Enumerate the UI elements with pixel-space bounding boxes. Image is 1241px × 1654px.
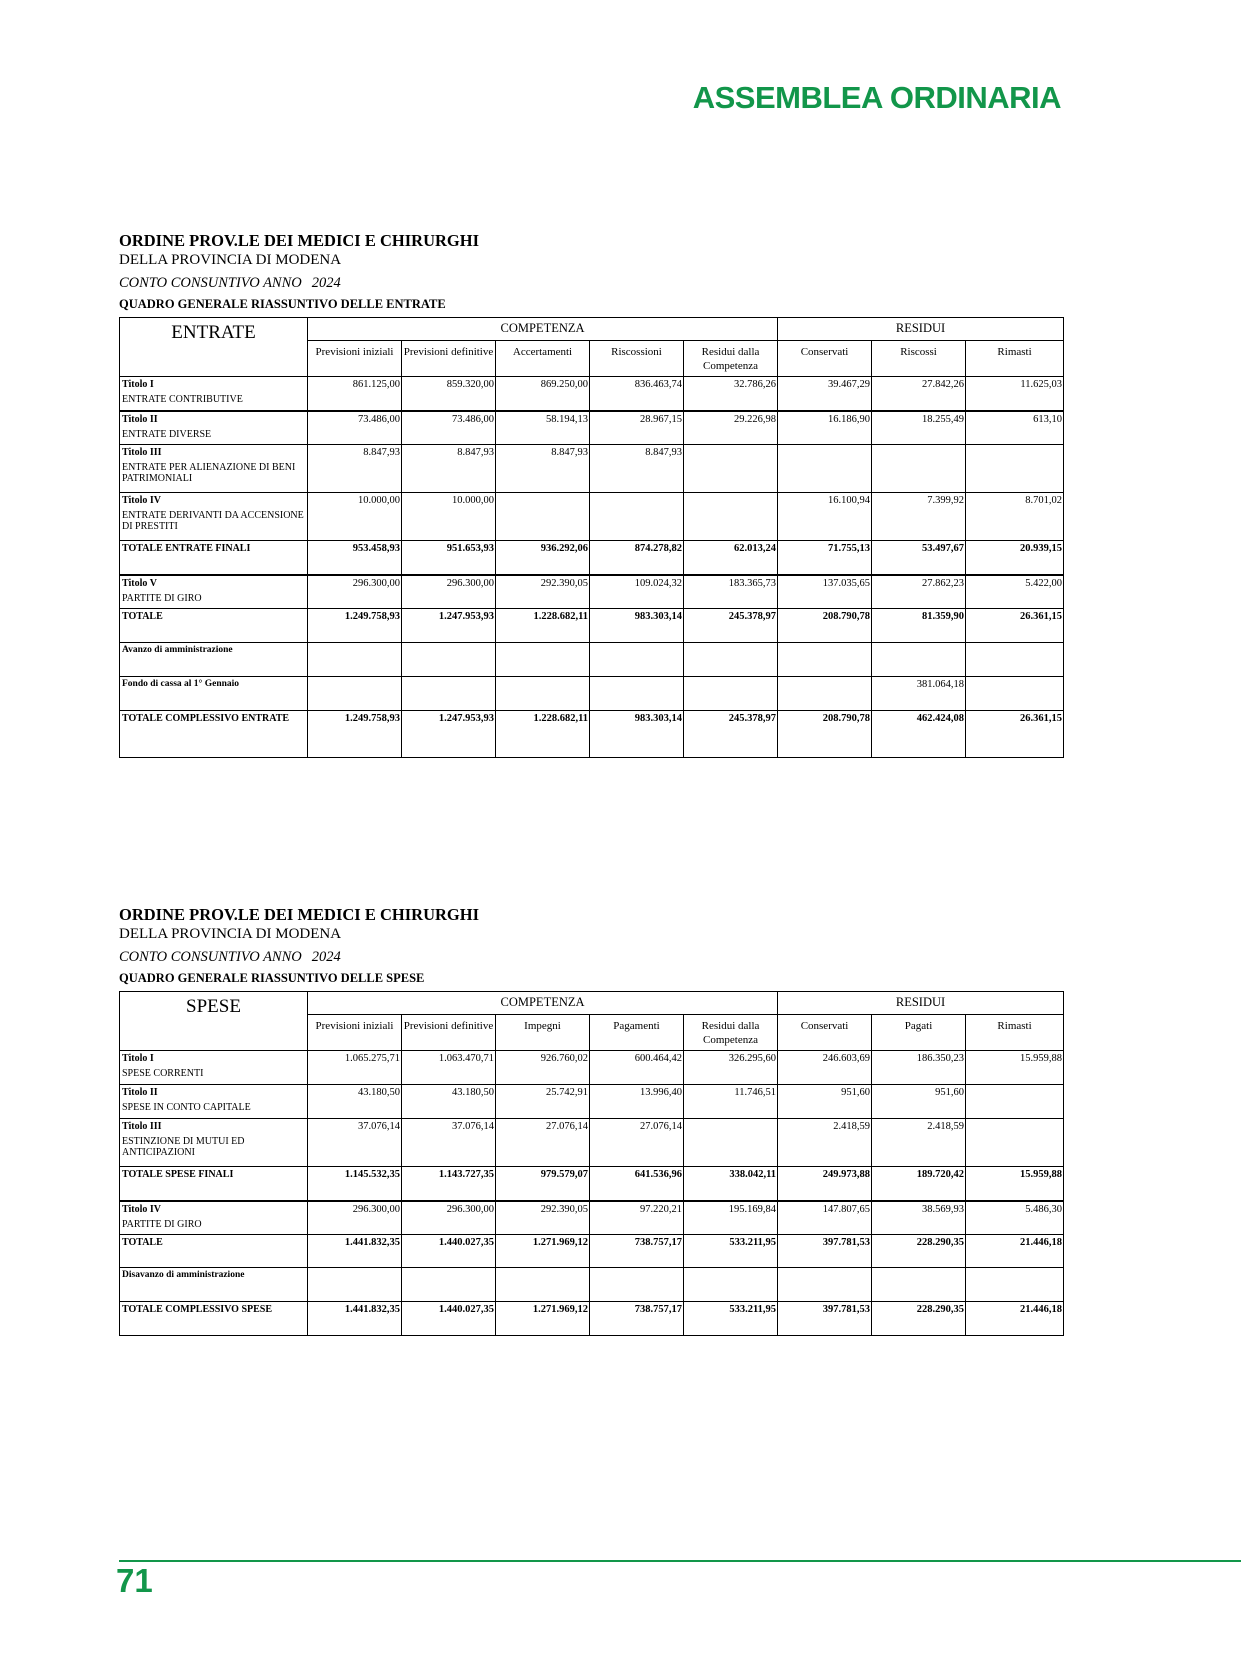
table-cell — [966, 1085, 1064, 1119]
table-cell: 1.065.275,71 — [308, 1051, 402, 1085]
table-cell: 613,10 — [966, 411, 1064, 445]
table-cell: 1.271.969,12 — [496, 1235, 590, 1268]
col-header: Riscossioni — [590, 341, 684, 377]
table-cell — [778, 1268, 872, 1302]
table-cell: 1.249.758,93 — [308, 711, 402, 758]
table-cell: 28.967,15 — [590, 411, 684, 445]
table-cell: 296.300,00 — [308, 575, 402, 609]
table-cell: 81.359,90 — [872, 609, 966, 643]
table-cell — [590, 677, 684, 711]
row-label: TOTALE COMPLESSIVO ENTRATE — [120, 711, 308, 758]
competenza-header: COMPETENZA — [308, 318, 778, 341]
table-cell: 338.042,11 — [684, 1167, 778, 1201]
province-name: DELLA PROVINCIA DI MODENA — [119, 926, 342, 942]
table-cell — [496, 493, 590, 541]
table-cell: 11.625,03 — [966, 377, 1064, 411]
table-cell: 58.194,13 — [496, 411, 590, 445]
footer-divider — [119, 1560, 1241, 1562]
table-cell: 62.013,24 — [684, 541, 778, 575]
table-row — [120, 643, 1064, 677]
table-row — [120, 1119, 1064, 1167]
table-cell — [684, 643, 778, 677]
row-description: SPESE CORRENTI — [122, 1068, 204, 1079]
table-row — [120, 1051, 1064, 1085]
table-cell — [684, 1268, 778, 1302]
table-cell: 1.440.027,35 — [402, 1302, 496, 1336]
table-cell — [308, 677, 402, 711]
row-title: Titolo V — [122, 577, 157, 589]
row-label — [120, 1085, 308, 1119]
table-row — [120, 609, 1064, 643]
table-cell — [308, 643, 402, 677]
table-row — [120, 1235, 1064, 1268]
row-label — [120, 575, 308, 609]
table-cell: 292.390,05 — [496, 1201, 590, 1235]
row-description: SPESE IN CONTO CAPITALE — [122, 1102, 251, 1113]
table-row — [120, 575, 1064, 609]
table-cell: 533.211,95 — [684, 1235, 778, 1268]
table-cell — [778, 643, 872, 677]
row-label: Fondo di cassa al 1° Gennaio — [120, 677, 308, 711]
entrate-section — [119, 231, 1063, 758]
table-cell: 137.035,65 — [778, 575, 872, 609]
table-cell: 462.424,08 — [872, 711, 966, 758]
table-cell — [402, 677, 496, 711]
table-cell: 1.145.532,35 — [308, 1167, 402, 1201]
table-cell: 296.300,00 — [402, 575, 496, 609]
table-cell: 39.467,29 — [778, 377, 872, 411]
table-cell — [496, 643, 590, 677]
table-cell: 397.781,53 — [778, 1302, 872, 1336]
row-label — [120, 411, 308, 445]
table-cell: 18.255,49 — [872, 411, 966, 445]
table-cell: 97.220,21 — [590, 1201, 684, 1235]
table-cell: 15.959,88 — [966, 1167, 1064, 1201]
table-cell: 1.228.682,11 — [496, 609, 590, 643]
col-header: Conservati — [778, 341, 872, 377]
table-cell: 228.290,35 — [872, 1235, 966, 1268]
table-cell: 109.024,32 — [590, 575, 684, 609]
table-cell — [778, 677, 872, 711]
table-cell: 983.303,14 — [590, 711, 684, 758]
table-cell: 147.807,65 — [778, 1201, 872, 1235]
table-cell — [590, 493, 684, 541]
table-cell: 936.292,06 — [496, 541, 590, 575]
table-cell: 8.847,93 — [496, 445, 590, 493]
residui-header: RESIDUI — [778, 318, 1064, 341]
table-cell: 738.757,17 — [590, 1302, 684, 1336]
row-title: Titolo I — [122, 379, 154, 390]
row-label: TOTALE — [120, 1235, 308, 1268]
table-cell: 43.180,50 — [402, 1085, 496, 1119]
table-cell: 38.569,93 — [872, 1201, 966, 1235]
table-cell — [684, 445, 778, 493]
page-header-title: ASSEMBLEA ORDINARIA — [692, 80, 1061, 115]
entrate-table-body — [120, 377, 1064, 758]
table-cell — [496, 677, 590, 711]
row-label: TOTALE SPESE FINALI — [120, 1167, 308, 1201]
table-cell: 10.000,00 — [402, 493, 496, 541]
table-cell — [966, 1268, 1064, 1302]
table-cell: 1.063.470,71 — [402, 1051, 496, 1085]
row-label — [120, 445, 308, 493]
table-cell: 1.441.832,35 — [308, 1302, 402, 1336]
table-cell: 8.847,93 — [590, 445, 684, 493]
table-cell: 26.361,15 — [966, 609, 1064, 643]
table-cell: 27.076,14 — [590, 1119, 684, 1167]
row-description: PARTITE DI GIRO — [122, 592, 202, 604]
table-cell: 25.742,91 — [496, 1085, 590, 1119]
col-header: Riscossi — [872, 341, 966, 377]
table-cell: 7.399,92 — [872, 493, 966, 541]
row-label: TOTALE — [120, 609, 308, 643]
row-label — [120, 1051, 308, 1085]
table-cell — [684, 493, 778, 541]
row-label: TOTALE COMPLESSIVO SPESE — [120, 1302, 308, 1336]
table-cell: 1.228.682,11 — [496, 711, 590, 758]
row-description: ENTRATE DERIVANTI DA ACCENSIONE DI PRESTITI — [122, 510, 304, 532]
col-header: Impegni — [496, 1015, 590, 1051]
table-cell: 8.847,93 — [308, 445, 402, 493]
spese-table — [119, 991, 1064, 1336]
table-cell: 8.847,93 — [402, 445, 496, 493]
table-cell: 20.939,15 — [966, 541, 1064, 575]
table-cell: 1.441.832,35 — [308, 1235, 402, 1268]
table-cell: 29.226,98 — [684, 411, 778, 445]
table-cell: 5.422,00 — [966, 575, 1064, 609]
table-cell: 73.486,00 — [308, 411, 402, 445]
row-label — [120, 493, 308, 541]
table-cell: 1.247.953,93 — [402, 609, 496, 643]
table-cell: 32.786,26 — [684, 377, 778, 411]
table-cell — [966, 677, 1064, 711]
table-cell: 953.458,93 — [308, 541, 402, 575]
conto-title — [119, 946, 1063, 968]
conto-label: CONTO CONSUNTIVO ANNO — [119, 949, 302, 965]
quadro-title: QUADRO GENERALE RIASSUNTIVO DELLE ENTRATE — [119, 297, 446, 311]
table-cell: 15.959,88 — [966, 1051, 1064, 1085]
col-header: Pagati — [872, 1015, 966, 1051]
table-cell: 2.418,59 — [872, 1119, 966, 1167]
table-cell: 738.757,17 — [590, 1235, 684, 1268]
table-cell: 1.249.758,93 — [308, 609, 402, 643]
table-cell: 208.790,78 — [778, 609, 872, 643]
table-cell: 208.790,78 — [778, 711, 872, 758]
table-cell: 861.125,00 — [308, 377, 402, 411]
table-cell: 37.076,14 — [402, 1119, 496, 1167]
table-cell: 26.361,15 — [966, 711, 1064, 758]
table-cell: 2.418,59 — [778, 1119, 872, 1167]
table-cell: 292.390,05 — [496, 575, 590, 609]
table-cell: 16.100,94 — [778, 493, 872, 541]
table-row — [120, 1302, 1064, 1336]
province-name: DELLA PROVINCIA DI MODENA — [119, 252, 342, 268]
col-header: Rimasti — [966, 1015, 1064, 1051]
row-title: Titolo IV — [122, 495, 161, 506]
table-cell: 979.579,07 — [496, 1167, 590, 1201]
table-cell: 1.247.953,93 — [402, 711, 496, 758]
row-label — [120, 1119, 308, 1167]
table-cell: 600.464,42 — [590, 1051, 684, 1085]
org-name: ORDINE PROV.LE DEI MEDICI E CHIRURGHI — [119, 231, 479, 250]
spese-table-body — [120, 1051, 1064, 1336]
table-cell — [496, 1268, 590, 1302]
conto-label: CONTO CONSUNTIVO ANNO — [119, 275, 302, 291]
table-cell — [590, 643, 684, 677]
table-cell — [872, 1268, 966, 1302]
table-cell: 874.278,82 — [590, 541, 684, 575]
col-header: Pagamenti — [590, 1015, 684, 1051]
col-header: Accertamenti — [496, 341, 590, 377]
page-number: 71 — [116, 1562, 153, 1599]
table-cell: 21.446,18 — [966, 1302, 1064, 1336]
row-title: Titolo IV — [122, 1203, 161, 1215]
row-title: Titolo III — [122, 1121, 162, 1132]
table-cell — [402, 1268, 496, 1302]
table-cell: 983.303,14 — [590, 609, 684, 643]
row-title: Titolo I — [122, 1053, 154, 1064]
table-cell: 11.746,51 — [684, 1085, 778, 1119]
table-row — [120, 411, 1064, 445]
table-cell — [966, 643, 1064, 677]
table-cell: 73.486,00 — [402, 411, 496, 445]
table-cell: 71.755,13 — [778, 541, 872, 575]
table-cell: 21.446,18 — [966, 1235, 1064, 1268]
row-description: ESTINZIONE DI MUTUI ED ANTICIPAZIONI — [122, 1136, 245, 1158]
table-cell: 397.781,53 — [778, 1235, 872, 1268]
col-header: Conservati — [778, 1015, 872, 1051]
table-cell: 246.603,69 — [778, 1051, 872, 1085]
table-cell: 16.186,90 — [778, 411, 872, 445]
table-cell — [872, 643, 966, 677]
table-row — [120, 445, 1064, 493]
row-label — [120, 377, 308, 411]
table-cell: 27.842,26 — [872, 377, 966, 411]
table-cell: 249.973,88 — [778, 1167, 872, 1201]
table-cell — [778, 445, 872, 493]
col-header: Previsioni definitive — [402, 341, 496, 377]
table-cell — [402, 643, 496, 677]
table-cell: 296.300,00 — [402, 1201, 496, 1235]
table-cell: 13.996,40 — [590, 1085, 684, 1119]
col-header: Previsioni iniziali — [308, 1015, 402, 1051]
table-cell: 869.250,00 — [496, 377, 590, 411]
row-label — [120, 1201, 308, 1235]
col-header: Residui dalla Competenza — [684, 1015, 778, 1051]
table-cell — [966, 1119, 1064, 1167]
table-cell: 228.290,35 — [872, 1302, 966, 1336]
table-cell: 37.076,14 — [308, 1119, 402, 1167]
table-row — [120, 1268, 1064, 1302]
table-cell: 951,60 — [872, 1085, 966, 1119]
table-cell — [308, 1268, 402, 1302]
table-row — [120, 1085, 1064, 1119]
table-cell: 10.000,00 — [308, 493, 402, 541]
row-description: ENTRATE DIVERSE — [122, 428, 212, 440]
table-cell: 1.143.727,35 — [402, 1167, 496, 1201]
table-cell: 1.440.027,35 — [402, 1235, 496, 1268]
row-description: PARTITE DI GIRO — [122, 1218, 202, 1230]
table-cell: 533.211,95 — [684, 1302, 778, 1336]
table-row — [120, 493, 1064, 541]
table-cell — [872, 445, 966, 493]
table-cell: 326.295,60 — [684, 1051, 778, 1085]
table-row — [120, 377, 1064, 411]
table-cell: 381.064,18 — [872, 677, 966, 711]
table-cell: 859.320,00 — [402, 377, 496, 411]
table-cell: 186.350,23 — [872, 1051, 966, 1085]
table-cell: 53.497,67 — [872, 541, 966, 575]
table-row — [120, 711, 1064, 758]
table-cell: 43.180,50 — [308, 1085, 402, 1119]
row-label: Disavanzo di amministrazione — [120, 1268, 308, 1302]
row-title: Titolo III — [122, 447, 162, 458]
row-label: Avanzo di amministrazione — [120, 643, 308, 677]
row-label: TOTALE ENTRATE FINALI — [120, 541, 308, 575]
row-title: Titolo II — [122, 413, 158, 425]
table-cell: 5.486,30 — [966, 1201, 1064, 1235]
row-description: ENTRATE CONTRIBUTIVE — [122, 394, 243, 405]
spese-label: SPESE — [120, 992, 308, 1051]
table-cell: 195.169,84 — [684, 1201, 778, 1235]
table-cell — [590, 1268, 684, 1302]
entrate-table — [119, 317, 1064, 758]
table-cell — [684, 1119, 778, 1167]
table-cell: 951.653,93 — [402, 541, 496, 575]
row-description: ENTRATE PER ALIENAZIONE DI BENI PATRIMONIALI — [122, 462, 296, 484]
table-cell: 641.536,96 — [590, 1167, 684, 1201]
table-cell: 8.701,02 — [966, 493, 1064, 541]
entrate-label: ENTRATE — [120, 318, 308, 377]
table-row — [120, 541, 1064, 575]
conto-year: 2024 — [311, 275, 341, 291]
col-header: Rimasti — [966, 341, 1064, 377]
table-cell — [966, 445, 1064, 493]
conto-title — [119, 272, 1063, 294]
table-row — [120, 677, 1064, 711]
col-header: Previsioni iniziali — [308, 341, 402, 377]
table-cell: 245.378,97 — [684, 609, 778, 643]
table-cell: 189.720,42 — [872, 1167, 966, 1201]
quadro-title: QUADRO GENERALE RIASSUNTIVO DELLE SPESE — [119, 971, 425, 985]
table-row — [120, 1201, 1064, 1235]
table-cell: 296.300,00 — [308, 1201, 402, 1235]
conto-year: 2024 — [311, 949, 341, 965]
table-cell: 1.271.969,12 — [496, 1302, 590, 1336]
table-cell: 27.076,14 — [496, 1119, 590, 1167]
table-cell: 926.760,02 — [496, 1051, 590, 1085]
competenza-header: COMPETENZA — [308, 992, 778, 1015]
table-row — [120, 1167, 1064, 1201]
table-cell: 245.378,97 — [684, 711, 778, 758]
table-cell: 183.365,73 — [684, 575, 778, 609]
residui-header: RESIDUI — [778, 992, 1064, 1015]
table-cell: 27.862,23 — [872, 575, 966, 609]
table-cell — [684, 677, 778, 711]
row-title: Titolo II — [122, 1087, 158, 1098]
spese-section — [119, 905, 1063, 1336]
col-header: Residui dalla Competenza — [684, 341, 778, 377]
table-cell: 951,60 — [778, 1085, 872, 1119]
col-header: Previsioni definitive — [402, 1015, 496, 1051]
table-cell: 836.463,74 — [590, 377, 684, 411]
org-name: ORDINE PROV.LE DEI MEDICI E CHIRURGHI — [119, 905, 479, 924]
